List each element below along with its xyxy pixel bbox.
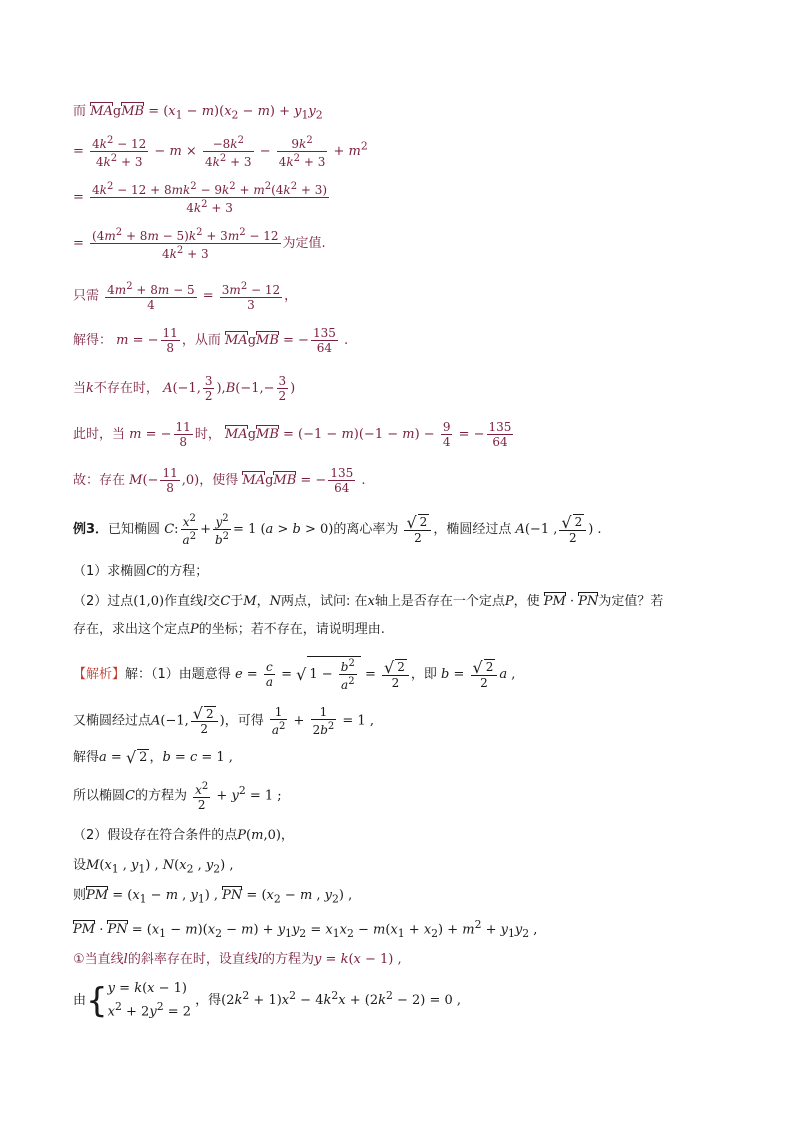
text-q2a: （2）过点 bbox=[73, 594, 134, 609]
solution-6: 设$M(x_1$ , $y_1$) , $N(x_2$ , $y_2$) , bbox=[73, 858, 234, 876]
text-only-need: 只需 bbox=[73, 288, 100, 304]
text-s5b: ， bbox=[280, 828, 294, 843]
solution-3: 解得a = √ 2 ，b = c = 1 , bbox=[73, 748, 233, 767]
text-q2f: 两点，试问: 在 bbox=[280, 594, 368, 609]
text-time: 时， bbox=[194, 427, 221, 442]
text-q2e: ， bbox=[256, 594, 270, 609]
solution-8: PM · PN = $(x_1 - m)(x_2 - m) + y_1y_2 = x_1x_2 - m(x_1 + x_2) + m^2 + y_1y_2$ , bbox=[73, 918, 538, 940]
line-only-need: 只需 $\frac{4m^2 + 8m - 5}{4}$ = $\frac{3m^2 - 12}{3}$ ， bbox=[73, 281, 298, 312]
text-s9c: 的方程为 bbox=[262, 952, 315, 967]
text-q2g: 轴上是否存在一个定点 bbox=[374, 594, 505, 609]
text-not-exist: 不存在时， bbox=[93, 381, 159, 396]
solution-7: 则PM = ($x_1 - m$ , $y_1$) , PN = ($x_2 - m$ , $y_2$) , bbox=[73, 888, 353, 906]
line-at-this-time: 此时，当 m = − $\frac{11}{8}$ 时， MAgMB = (−1 − m)(−1 − m) − $\frac{9}{4}$ = − $\frac{135}{64}$ bbox=[73, 420, 512, 449]
text-thus: ，从而 bbox=[181, 333, 221, 348]
text-is-constant: 为定值. bbox=[282, 236, 326, 251]
text-q2d: 于 bbox=[230, 594, 244, 609]
text-q2b: 作直线 bbox=[164, 594, 204, 609]
text-s9a: ①当直线 bbox=[73, 952, 124, 967]
text-sol-a: 解：（1）由题意得 bbox=[125, 667, 231, 682]
text-passes-point: ，椭圆经过点 bbox=[433, 522, 512, 537]
text-s7a: 则 bbox=[73, 888, 87, 903]
text-s4a: 所以椭圆 bbox=[73, 788, 126, 804]
text-s10a: 由 bbox=[73, 993, 87, 1009]
text-s6a: 设 bbox=[73, 858, 87, 873]
vector-mb: MB bbox=[121, 104, 145, 119]
question-2-cont: 存在，求出这个定点P的坐标；若不存在，请说明理由. bbox=[73, 622, 385, 637]
text-at-this-time: 此时，当 bbox=[73, 427, 126, 442]
solution-10: 由{y = k(x − 1) $x^2 + 2y^2 = 2$ ，得$(2k^2 + 1)x^2 - 4k^2x + (2k^2 - 2) = 0$ , bbox=[73, 980, 462, 1021]
text-s2b: ，可得 bbox=[224, 713, 264, 729]
text-q2h: ，使 bbox=[513, 594, 540, 609]
solution-5: （2）假设存在符合条件的点P(m,0)， bbox=[73, 828, 294, 843]
line-conclusion: 故：存在 M(− $\frac{11}{8}$ ,0)，使得 MAgMB = − $\frac{135}{64}$ . bbox=[73, 466, 366, 495]
text-s5a: （2）假设存在符合条件的点 bbox=[73, 828, 238, 843]
text-given-ellipse: 已知椭圆 bbox=[108, 522, 161, 537]
solution-2: 又椭圆经过点A(−1, $\frac{√ 2}{2}$ )，可得 $\frac{1}{a^2}$ + $\frac{1}{2b^2}$ = 1 , bbox=[73, 704, 374, 737]
text-q2c: 交 bbox=[207, 594, 221, 609]
text-s4b: 的方程为 bbox=[134, 788, 187, 804]
line-k-not-exist: 当k不存在时， A(−1, $\frac{3}{2}$ ),B(−1,− $\frac{3}{2}$ ) bbox=[73, 374, 296, 403]
line-step-3: = $\frac{4k^2 - 12 + 8mk^2 - 9k^2 + m^2(4k^2 + 3)}{4k^2 + 3}$ bbox=[73, 181, 328, 215]
vector-ma: MA bbox=[90, 104, 113, 119]
solution-label: 【解析】 bbox=[73, 667, 126, 682]
line-step-2: = $\frac{4k^2 - 12}{4k^2 + 3}$ − m × $\frac{-8k^2}{4k^2 + 3}$ − $\frac{9k^2}{4k^2 + 3}$ + $m^2$ bbox=[73, 135, 368, 169]
solution-4: 所以椭圆C的方程为 $\frac{x^2}{2}$ + $y^2 = 1$ ; bbox=[73, 781, 282, 812]
line-step-4: = $\frac{(4m^2 + 8m - 5)k^2 + 3m^2 - 12}{4k^2 + 3}$ 为定值. bbox=[73, 227, 326, 261]
text-eccentricity: 的离心率为 bbox=[333, 522, 399, 537]
text-q2-cont-tail: 的坐标；若不存在，请说明理由. bbox=[198, 622, 385, 637]
solution-1: 【解析】解：（1）由题意得 e = $\frac{c}{a}$ = √ 1 − $\frac{b^2}{a^2}$ = $\frac{√ 2}{2}$ ，即 b = $\frac{√ 2}{2}$ a , bbox=[73, 657, 516, 692]
text-q1: （1）求椭圆 bbox=[73, 564, 147, 579]
text-q1-tail: 的方程； bbox=[156, 564, 209, 579]
line-solve-m: 解得： m = − $\frac{11}{8}$ ，从而 MAgMB = − $\frac{135}{64}$ . bbox=[73, 326, 349, 355]
text-therefore-exists: 故：存在 bbox=[73, 473, 126, 488]
text-when: 当 bbox=[73, 381, 87, 396]
text-s10b: ，得 bbox=[195, 993, 222, 1009]
text-q2i: 为定值？若 bbox=[598, 594, 664, 609]
text-s3a: 解得 bbox=[73, 750, 100, 765]
question-1: （1）求椭圆C的方程； bbox=[73, 564, 209, 579]
line-ma-mb-expansion: 而 MAgMB = $(x_1 - m)(x_2 - m) + y_1y_2$ bbox=[73, 104, 323, 122]
text-s2a: 又椭圆经过点 bbox=[73, 713, 152, 729]
text-q2-cont: 存在，求出这个定点 bbox=[73, 622, 191, 637]
solution-9: ①当直线l的斜率存在时，设直线l的方程为y = k(x − 1) , bbox=[73, 952, 402, 967]
example-3-statement: 例3．已知椭圆 C: $\frac{x^2}{a^2}$ + $\frac{y^2}{b^2}$ = 1 (a > b > 0)的离心率为 $\frac{√ 2}{2}$ ，椭圆经过点 A(−1 , $\frac{√ 2}{2}$ ) . bbox=[73, 512, 602, 547]
text-such-that: ，使得 bbox=[199, 473, 239, 488]
text-s9b: 的斜率存在时，设直线 bbox=[127, 952, 258, 967]
text-s3b: ， bbox=[149, 750, 163, 765]
text-er: 而 bbox=[73, 104, 87, 119]
text-solve: 解得： bbox=[73, 333, 113, 348]
example-label: 例3． bbox=[73, 522, 109, 537]
question-2: （2）过点(1,0)作直线l交C于M，N两点，试问: 在x轴上是否存在一个定点P，使 PM · PN为定值？若 bbox=[73, 594, 664, 609]
text-sol-b: ，即 bbox=[410, 667, 437, 682]
